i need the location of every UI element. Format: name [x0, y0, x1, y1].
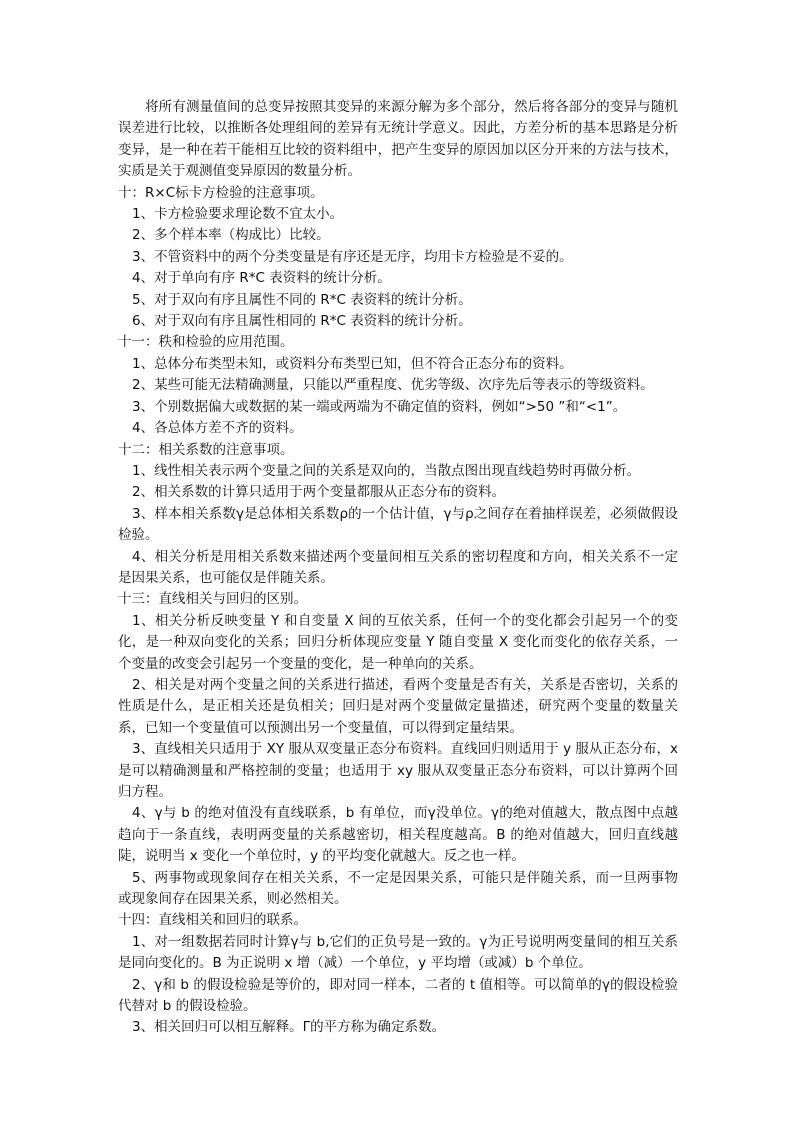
section-12-item-1: 1、线性相关表示两个变量之间的关系是双向的，当散点图出现直线趋势时再做分析。: [132, 462, 641, 479]
section-14-item-1: 1、对一组数据若同时计算γ与 b,它们的正负号是一致的。γ为正号说明两变量间的相互关系是同向变化的。B 为正说明 x 增（减）一个单位，y 平均增（或减）b 个单位。: [118, 933, 678, 972]
section-12-item-4: 4、相关分析是用相关系数来描述两个变量间相互关系的密切程度和方向，相关关系不一定是因果关系，也可能仅是伴随关系。: [118, 548, 678, 586]
section-10-item-1: 1、卡方检验要求理论数不宜太小。: [132, 206, 344, 223]
section-13-item-4: 4、γ与 b 的绝对值没有直线联系，b 有单位，而γ没单位。γ的绝对值越大，散点图中点越趋向于一条直线，表明两变量的关系越密切，相关程度越高。B 的绝对值越大，回归直线越陡，说明当 x 变化一个单位时，y 的平均变化就越大。反之也一样。: [118, 805, 678, 865]
section-11-heading: 十一：秩和检验的应用范围。: [118, 334, 294, 351]
section-10-item-2: 2、多个样本率（构成比）比较。: [132, 227, 330, 244]
document-page: [118, 97, 678, 1039]
section-12-heading: 十二：相关系数的注意事项。: [118, 441, 294, 458]
section-10-item-3: 3、不管资料中的两个分类变量是有序还是无序，均用卡方检验是不妥的。: [132, 248, 573, 265]
section-10-heading: 十：R×C标卡方检验的注意事项。: [118, 184, 324, 201]
section-11-item-1: 1、总体分布类型未知，或资料分布类型已知，但不符合正态分布的资料。: [132, 355, 573, 372]
section-11-item-4: 4、各总体方差不齐的资料。: [132, 420, 303, 437]
section-13-item-5: 5、两事物或现象间存在相关关系，不一定是因果关系，可能只是伴随关系，而一旦两事物或现象间存在因果关系，则必然相关。: [118, 869, 678, 908]
section-14-heading: 十四：直线相关和回归的联系。: [118, 912, 307, 929]
section-12-item-3: 3、样本相关系数γ是总体相关系数ρ的一个估计值，γ与ρ之间存在着抽样误差，必须做假设检验。: [118, 505, 678, 544]
section-13-item-3: 3、直线相关只适用于 XY 服从双变量正态分布资料。直线回归则适用于 y 服从正态分布，x 是可以精确测量和严格控制的变量；也适用于 xy 服从双变量正态分布资料，可以计算两个回归方程。: [118, 741, 678, 800]
section-14-item-2: 2、γ和 b 的假设检验是等价的，即对同一样本，二者的 t 值相等。可以简单的γ的假设检验代替对 b 的假设检验。: [118, 976, 678, 1015]
intro-paragraph: 将所有测量值间的总变异按照其变异的来源分解为多个部分，然后将各部分的变异与随机误差进行比较，以推断各处理组间的差异有无统计学意义。因此，方差分析的基本思路是分析变异，是一种在若干能相互比较的资料组中，把产生变异的原因加以区分开来的方法与技术，实质是关于观测值变异原因的数量分析。: [118, 99, 678, 180]
section-12-item-2: 2、相关系数的计算只适用于两个变量都服从正态分布的资料。: [132, 484, 506, 501]
section-11-item-3: 3、个别数据偏大或数据的某一端或两端为不确定值的资料，例如“>50 ”和“<1”。: [132, 398, 627, 415]
section-10-item-4: 4、对于单向有序 R*C 表资料的统计分析。: [132, 270, 391, 287]
section-10-item-6: 6、对于双向有序且属性相同的 R*C 表资料的统计分析。: [132, 313, 472, 330]
section-14-item-3: 3、相关回归可以相互解释。Γ的平方称为确定系数。: [132, 1019, 446, 1036]
section-13-item-1: 1、相关分析反映变量 Y 和自变量 X 间的互依关系，任何一个的变化都会引起另一个的变化，是一种双向变化的关系；回归分析体现应变量 Y 随自变量 X 变化而变化的依存关系，一个变量的改变会引起另一个变量的变化，是一种单向的关系。: [118, 612, 678, 672]
section-13-heading: 十三：直线相关与回归的区别。: [118, 591, 307, 608]
section-11-item-2: 2、某些可能无法精确测量，只能以严重程度、优劣等级、次序先后等表示的等级资料。: [132, 377, 654, 394]
section-13-item-2: 2、相关是对两个变量之间的关系进行描述，看两个变量是否有关，关系是否密切，关系的性质是什么，是正相关还是负相关；回归是对两个变量做定量描述，研究两个变量的数量关系，已知一个变量值可以预测出另一个变量值，可以得到定量结果。: [118, 676, 678, 736]
section-10-item-5: 5、对于双向有序且属性不同的 R*C 表资料的统计分析。: [132, 291, 472, 308]
